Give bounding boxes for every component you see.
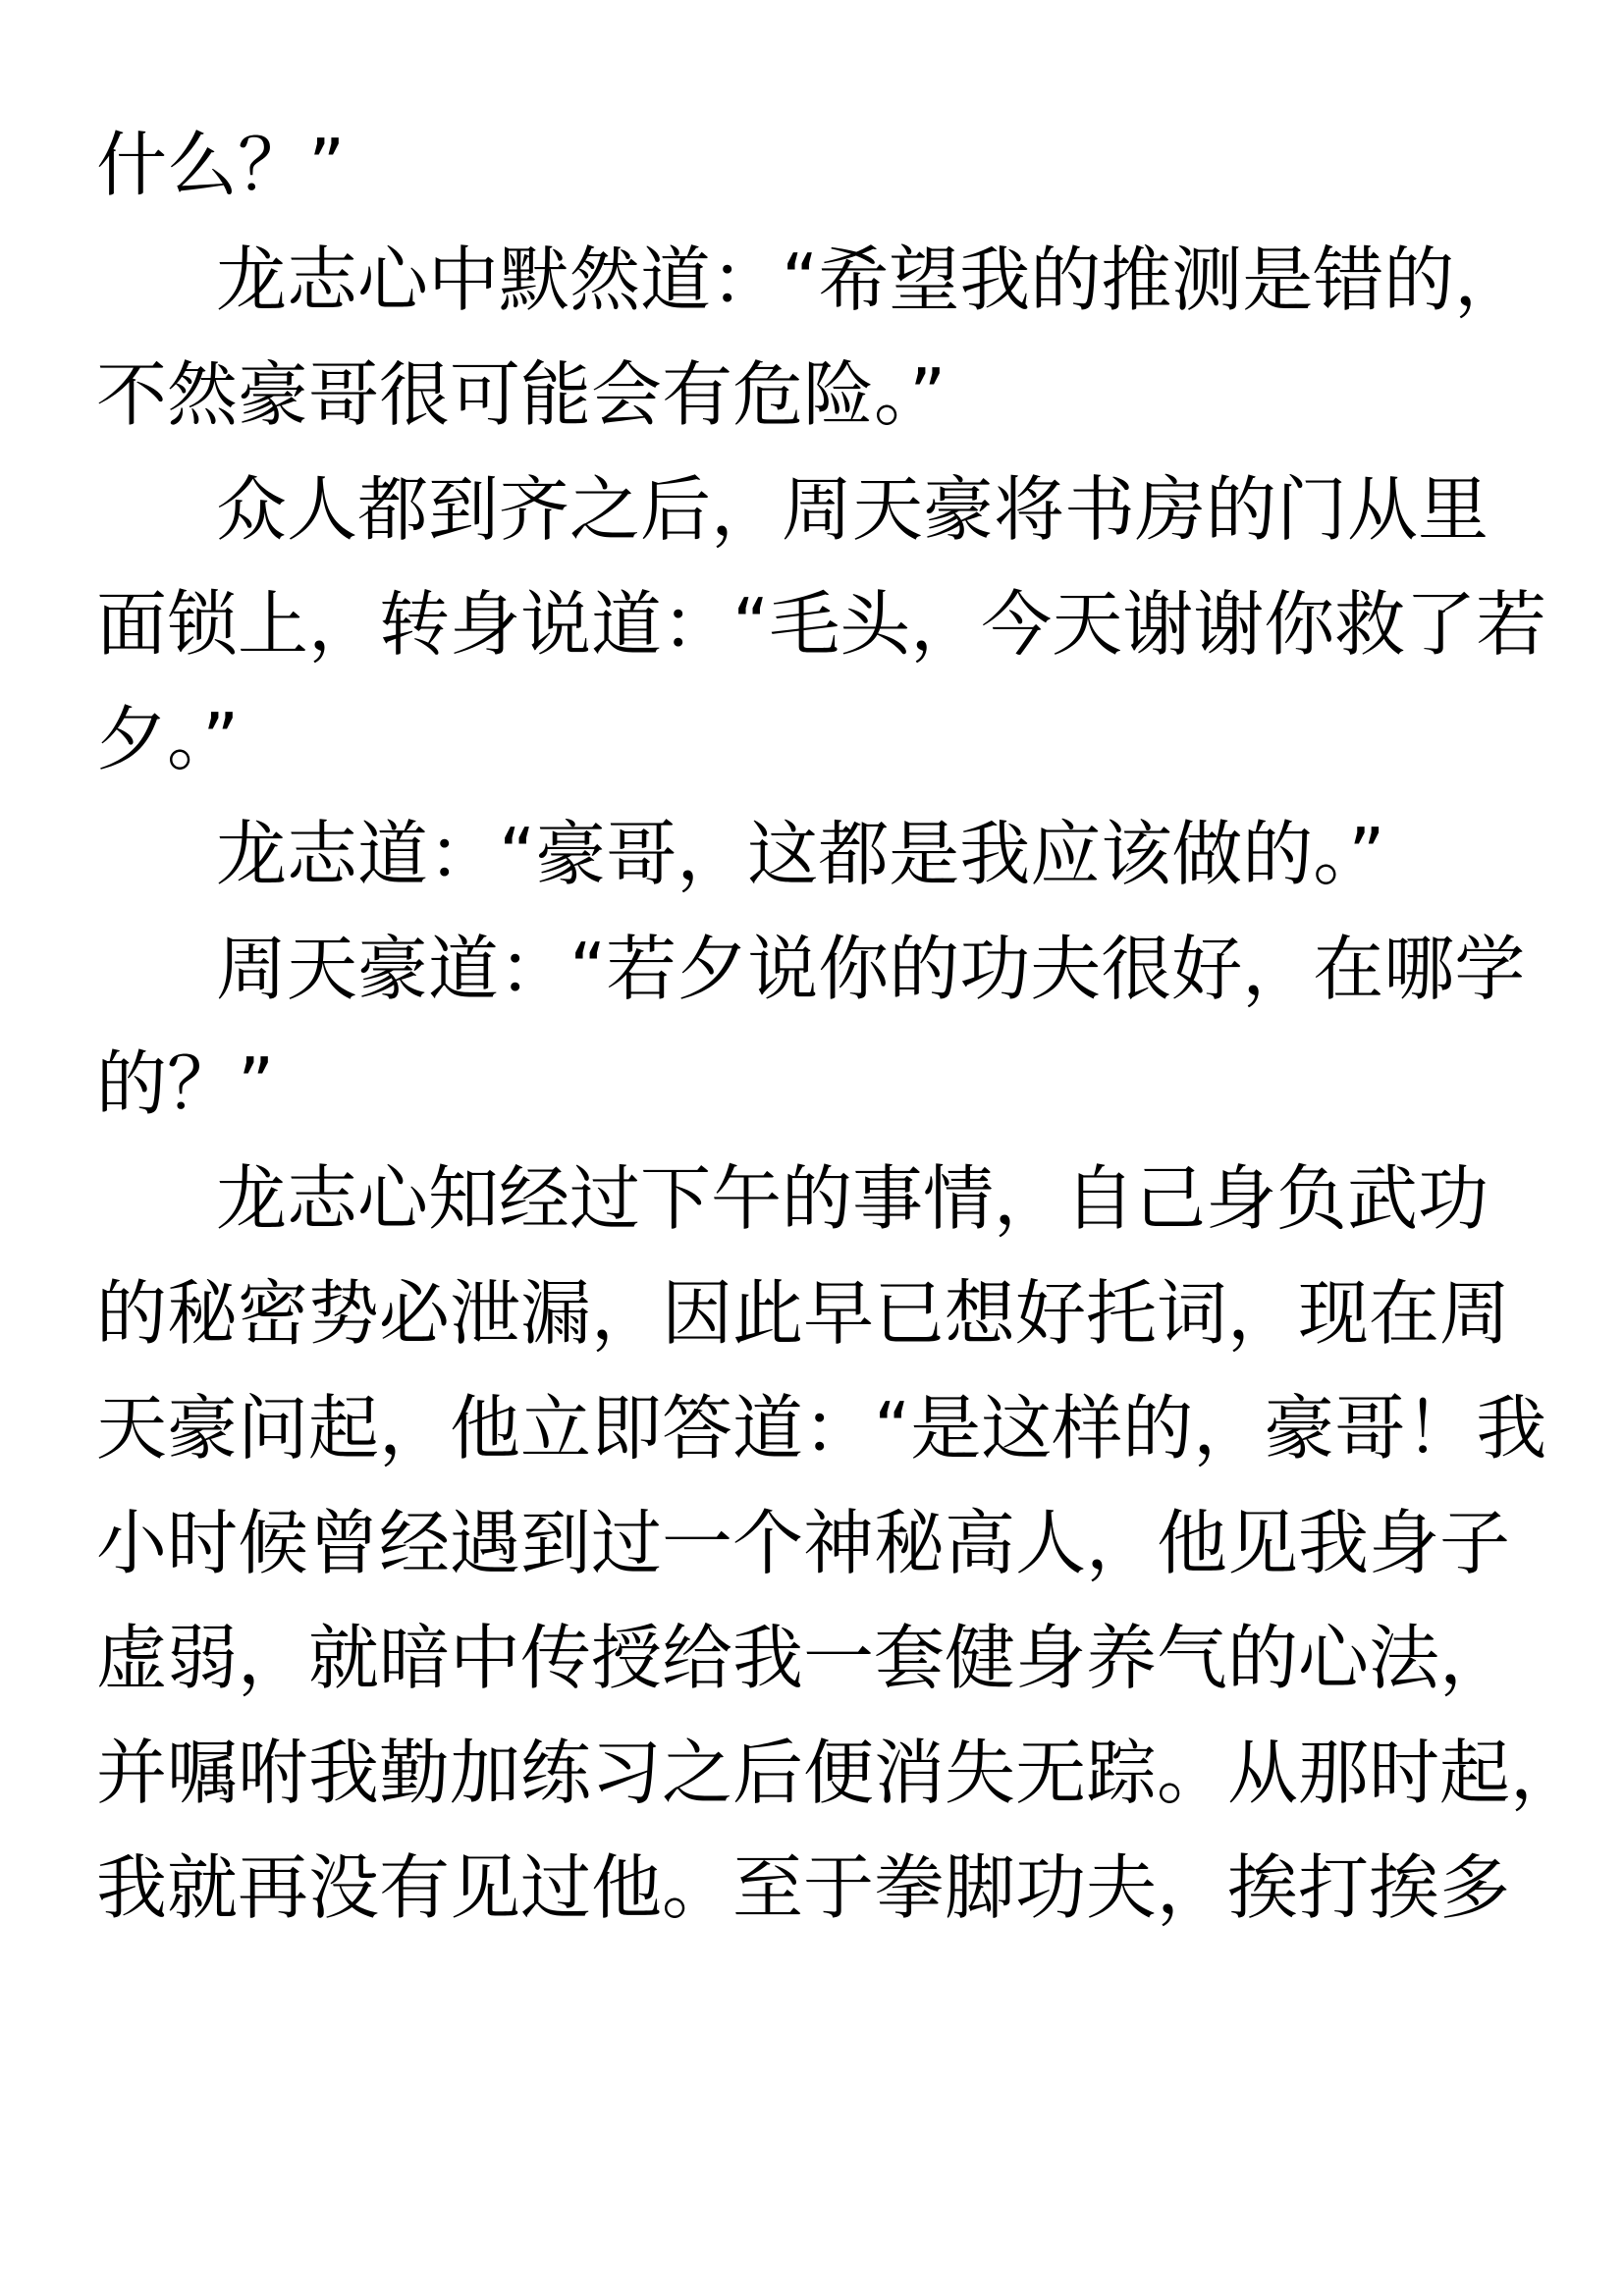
- text-line: 天豪问起，他立即答道：“是这样的，豪哥！我: [96, 1387, 1547, 1469]
- text-line: 龙志道：“豪哥，这都是我应该做的。”: [216, 813, 1385, 895]
- text-line: 龙志心中默然道：“希望我的推测是错的，: [216, 239, 1526, 321]
- text-line: 周天豪道：“若夕说你的功夫很好，在哪学: [216, 928, 1526, 1010]
- text-line: 众人都到齐之后，周天豪将书房的门从里: [216, 468, 1489, 551]
- text-line: 什么？”: [96, 124, 346, 206]
- text-line: 并嘱咐我勤加练习之后便消失无踪。从那时起，: [96, 1732, 1582, 1814]
- text-line: 我就再没有见过他。至于拳脚功夫，挨打挨多: [96, 1846, 1511, 1929]
- text-line: 面锁上，转身说道：“毛头，今天谢谢你救了若: [96, 583, 1547, 666]
- text-line: 夕。”: [96, 698, 240, 780]
- text-line: 龙志心知经过下午的事情，自己身负武功: [216, 1157, 1489, 1240]
- text-line: 不然豪哥很可能会有危险。”: [96, 353, 947, 436]
- text-line: 小时候曾经遇到过一个神秘高人，他见我身子: [96, 1502, 1511, 1584]
- text-line: 的秘密势必泄漏，因此早已想好托词，现在周: [96, 1272, 1511, 1355]
- text-line: 虚弱，就暗中传授给我一套健身养气的心法，: [96, 1617, 1511, 1699]
- body-text: [96, 108, 1582, 1946]
- text-line: 的？”: [96, 1042, 275, 1125]
